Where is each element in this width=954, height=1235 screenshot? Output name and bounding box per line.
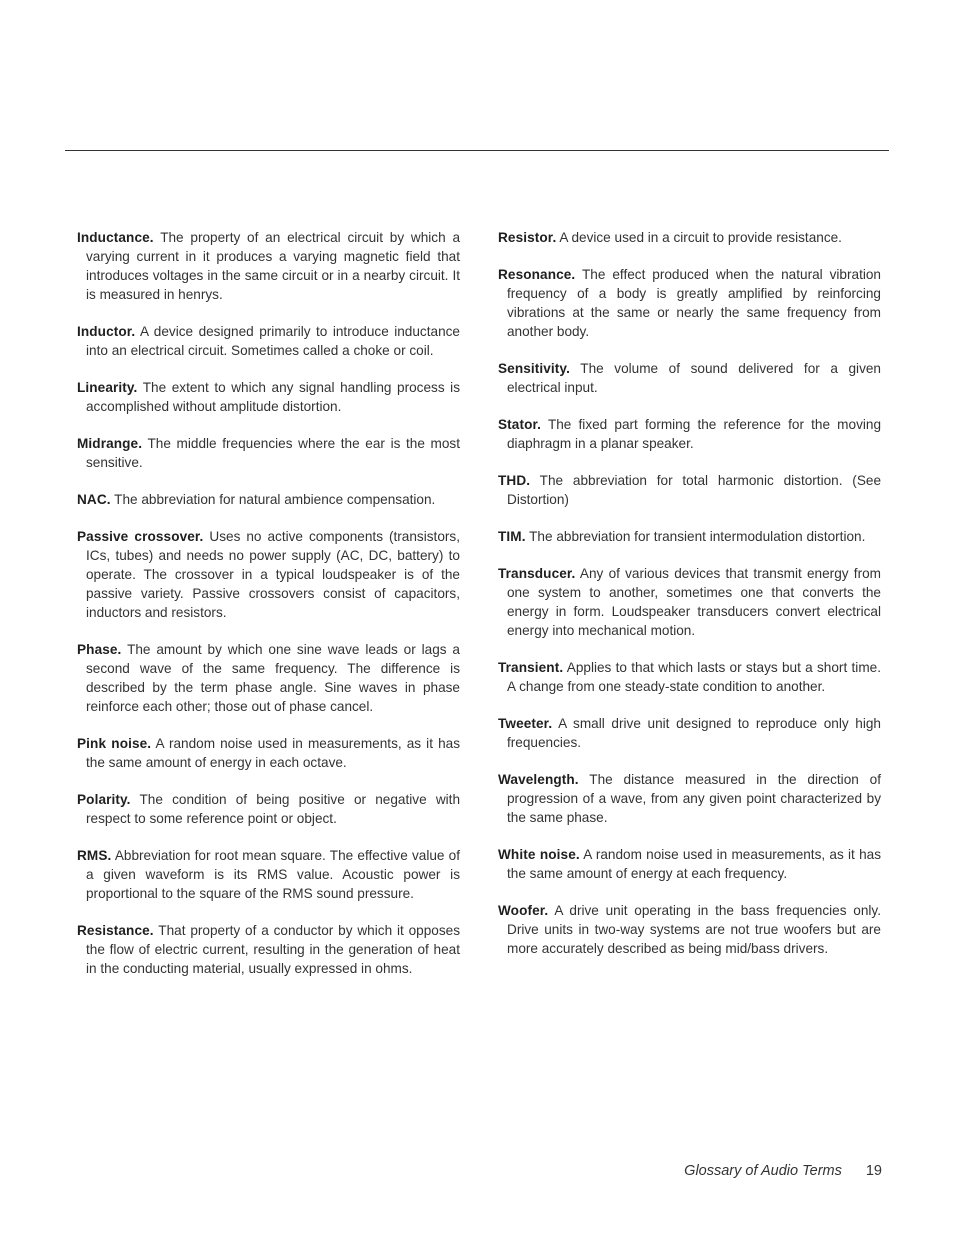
glossary-definition: The fixed part forming the reference for the moving diaphragm in a planar speaker. (507, 417, 882, 451)
glossary-entry (77, 790, 460, 828)
glossary-term: Linearity. (77, 380, 138, 395)
glossary-definition: The abbreviation for transient intermodulation distortion. (529, 529, 866, 544)
header-rule (65, 150, 889, 151)
glossary-entry (77, 322, 460, 360)
glossary-entry (498, 770, 881, 827)
glossary-entry (498, 265, 881, 341)
glossary-entry (77, 378, 460, 416)
glossary-entry (77, 490, 460, 509)
glossary-entry (77, 921, 460, 978)
glossary-term: Resistor. (498, 230, 557, 245)
glossary-entry (498, 415, 881, 453)
glossary-column-left (77, 228, 460, 996)
glossary-definition: The effect produced when the natural vibration frequency of a body is greatly amplified by reinforcing vibrations at the same or nearly the same frequency from another body. (507, 267, 881, 339)
glossary-definition: Uses no active components (transistors, ICs, tubes) and needs no power supply (AC, DC, battery) to operate. The crossover in a typical loudspeaker is of the passive variety. Passive crossovers consist of capacitors, inductors and resistors. (86, 529, 460, 620)
glossary-column-right (498, 228, 881, 976)
glossary-term: RMS. (77, 848, 112, 863)
glossary-term: Midrange. (77, 436, 143, 451)
glossary-term: Polarity. (77, 792, 131, 807)
glossary-entry (498, 359, 881, 397)
page-footer (684, 1163, 882, 1179)
glossary-definition: The middle frequencies where the ear is the most sensitive. (86, 436, 461, 470)
glossary-entry (498, 845, 881, 883)
glossary-term: Woofer. (498, 903, 549, 918)
glossary-definition: The condition of being positive or negative with respect to some reference point or object. (86, 792, 461, 826)
glossary-definition: The volume of sound delivered for a given electrical input. (507, 361, 881, 395)
glossary-term: Wavelength. (498, 772, 579, 787)
glossary-definition: Applies to that which lasts or stays but a short time. A change from one steady-state condition to another. (507, 660, 881, 694)
glossary-term: Resistance. (77, 923, 154, 938)
glossary-entry (77, 527, 460, 622)
glossary-definition: A random noise used in measurements, as it has the same amount of energy in each octave. (86, 736, 460, 770)
glossary-entry (77, 434, 460, 472)
footer-title: Glossary of Audio Terms (684, 1163, 842, 1179)
glossary-term: Phase. (77, 642, 122, 657)
glossary-definition: A random noise used in measurements, as it has the same amount of energy at each frequency. (507, 847, 881, 881)
glossary-term: NAC. (77, 492, 111, 507)
glossary-definition: A device used in a circuit to provide resistance. (559, 230, 842, 245)
glossary-entry (77, 734, 460, 772)
glossary-term: Transducer. (498, 566, 576, 581)
glossary-term: Inductor. (77, 324, 136, 339)
glossary-entry (77, 228, 460, 304)
page-number: 19 (865, 1163, 882, 1179)
glossary-term: Resonance. (498, 267, 576, 282)
glossary-entry (77, 846, 460, 903)
glossary-term: White noise. (498, 847, 580, 862)
glossary-definition: A small drive unit designed to reproduce only high frequencies. (507, 716, 881, 750)
glossary-term: Stator. (498, 417, 542, 432)
glossary-definition: The abbreviation for natural ambience compensation. (114, 492, 436, 507)
glossary-entry (498, 658, 881, 696)
glossary-entry (498, 527, 881, 546)
glossary-term: Inductance. (77, 230, 154, 245)
glossary-definition: The property of an electrical circuit by which a varying current in it produces a varying magnetic field that introduces voltages in the same circuit or in a nearby circuit. It is measured in henrys. (86, 230, 461, 302)
glossary-definition: The distance measured in the direction of progression of a wave, from any given point characterized by the same phase. (507, 772, 881, 825)
glossary-entry (77, 640, 460, 716)
glossary-definition: The amount by which one sine wave leads or lags a second wave of the same frequency. The difference is described by the term phase angle. Sine waves in phase reinforce each other; those out of phase cancel. (86, 642, 460, 714)
glossary-entry (498, 901, 881, 958)
glossary-term: Pink noise. (77, 736, 152, 751)
glossary-definition: A drive unit operating in the bass frequencies only. Drive units in two-way systems are not true woofers but are more accurately described as being mid/bass drivers. (507, 903, 881, 956)
glossary-definition: The extent to which any signal handling process is accomplished without amplitude distortion. (86, 380, 460, 414)
glossary-definition: That property of a conductor by which it opposes the flow of electric current, resulting in the generation of heat in the conducting material, usually expressed in ohms. (86, 923, 461, 976)
glossary-definition: Abbreviation for root mean square. The effective value of a given waveform is its RMS value. Acoustic power is proportional to the square of the RMS sound pressure. (86, 848, 460, 901)
glossary-definition: A device designed primarily to introduce inductance into an electrical circuit. Sometimes called a choke or coil. (86, 324, 460, 358)
glossary-definition: The abbreviation for total harmonic distortion. (See Distortion) (507, 473, 882, 507)
glossary-entry (498, 714, 881, 752)
glossary-entry (498, 564, 881, 640)
glossary-entry (498, 228, 881, 247)
glossary-entry (498, 471, 881, 509)
glossary-term: THD. (498, 473, 531, 488)
glossary-term: TIM. (498, 529, 526, 544)
glossary-term: Tweeter. (498, 716, 553, 731)
glossary-term: Passive crossover. (77, 529, 204, 544)
glossary-term: Transient. (498, 660, 564, 675)
glossary-definition: Any of various devices that transmit energy from one system to another, sometimes one that converts the energy in form. Loudspeaker transducers convert electrical energy into mechanical motion. (507, 566, 881, 638)
glossary-term: Sensitivity. (498, 361, 570, 376)
